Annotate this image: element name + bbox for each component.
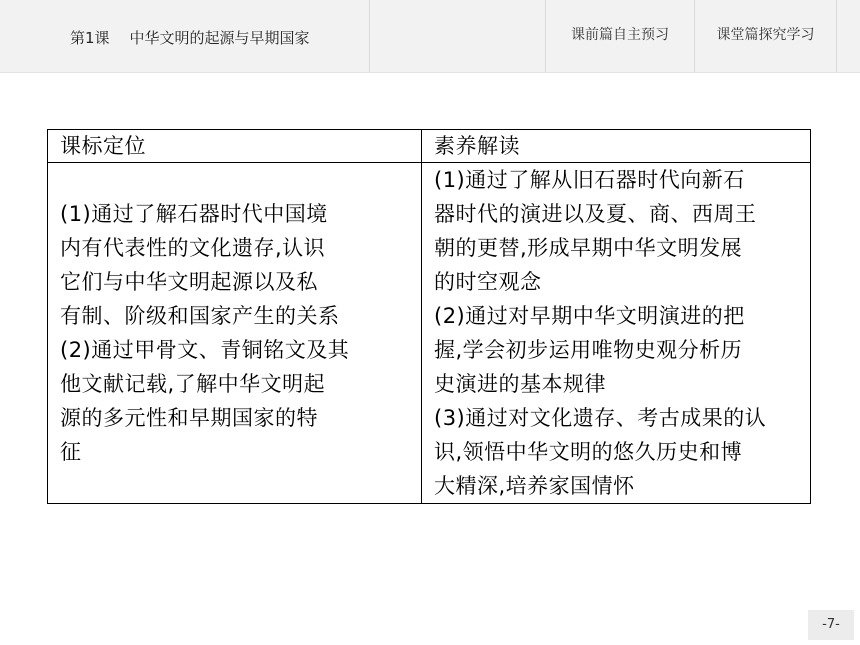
standard-cell [48,163,422,504]
text-line: 史演进的基本规律 [434,372,606,396]
table-row [48,163,811,504]
text-line: (2)通过甲骨文、青铜铭文及其 [60,338,350,362]
header-bar [0,0,860,73]
table-header-row [48,130,811,163]
lesson-name: 中华文明的起源与早期国家 [129,29,310,47]
text-line: 器时代的演进以及夏、商、西周王 [434,202,757,226]
tab-classroom-study[interactable]: 课堂篇探究学习 [716,27,815,43]
text-line: 征 [60,440,82,464]
text-line: 握,学会初步运用唯物史观分析历 [434,338,743,362]
text-line: 大精深,培养家国情怀 [434,474,635,498]
text-line: 的时空观念 [434,270,542,294]
table-header-literacy: 素养解读 [422,130,811,163]
text-line: 他文献记载,了解中华文明起 [60,372,326,396]
text-line: (3)通过对文化遗存、考古成果的认 [434,406,767,430]
text-line: (1)通过了解从旧石器时代向新石 [434,168,745,192]
text-line: 源的多元性和早期国家的特 [60,406,318,430]
text-line: 它们与中华文明起源以及私 [60,270,318,294]
lesson-number: 第1课 [70,29,110,47]
text-line: 识,领悟中华文明的悠久历史和博 [434,440,743,464]
page-number: -7- [808,610,854,640]
header-divider [836,0,837,72]
lesson-title [70,27,310,48]
text-line: 内有代表性的文化遗存,认识 [60,236,326,260]
standard-text [60,197,417,469]
text-line: (1)通过了解石器时代中国境 [60,202,328,226]
header-divider [369,0,370,72]
text-line: (2)通过对早期中华文明演进的把 [434,304,745,328]
text-line: 有制、阶级和国家产生的关系 [60,304,340,328]
table-header-standard: 课标定位 [48,130,422,163]
curriculum-table [47,129,811,504]
literacy-cell [422,163,811,504]
tab-preview-study[interactable]: 课前篇自主预习 [571,27,669,43]
literacy-text [434,163,806,503]
text-line: 朝的更替,形成早期中华文明发展 [434,236,743,260]
